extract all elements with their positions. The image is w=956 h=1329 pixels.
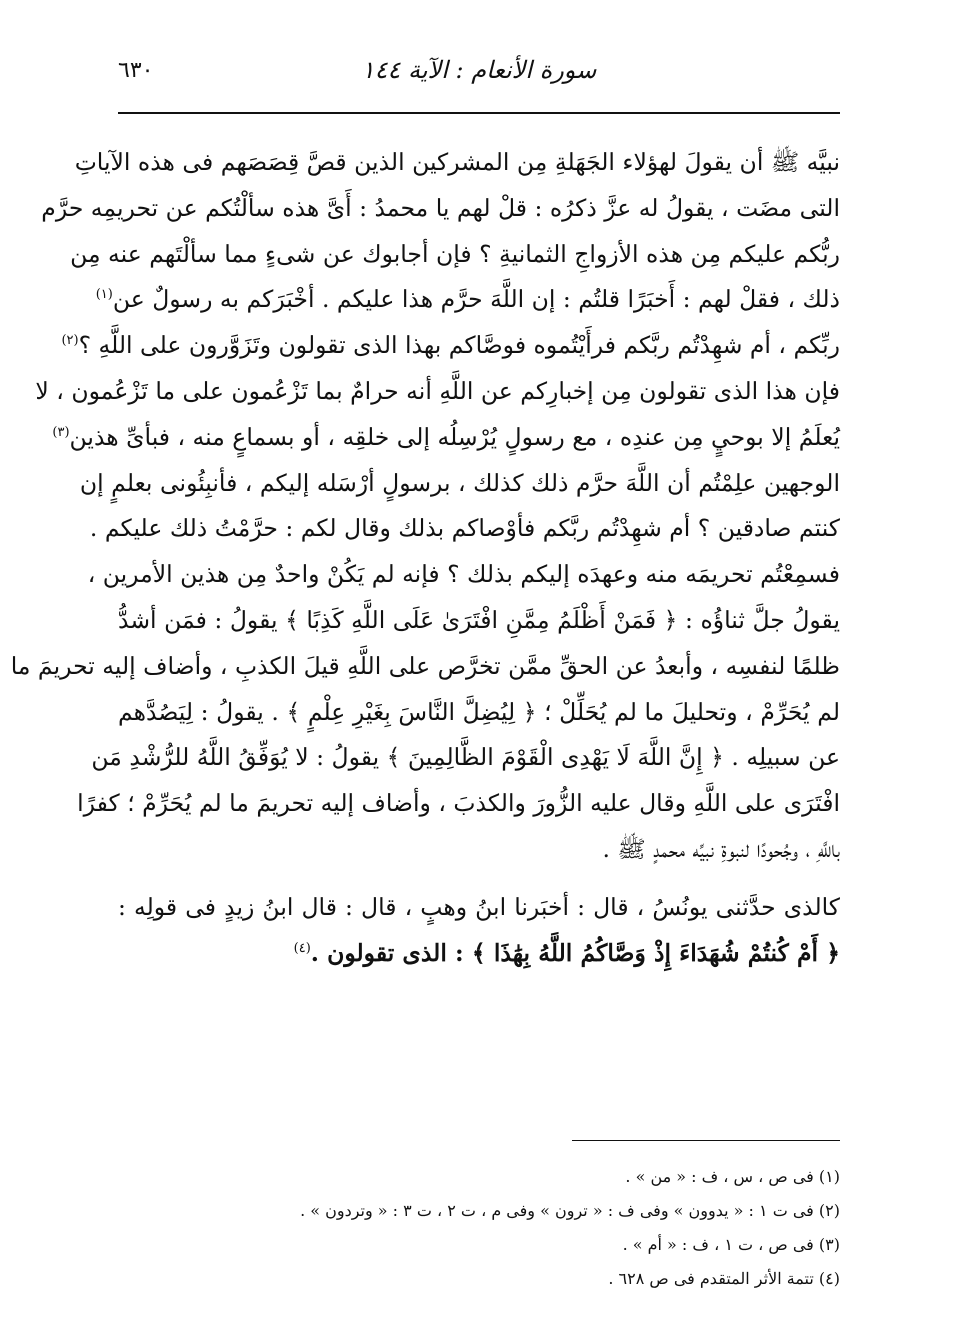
text-line: لم يُحَرِّمْ ، وتحليلَ ما لم يُحَلِّلْ ؛ ﴿ لِيُضِلَّ النَّاسَ بِغَيْرِ عِلْمٍ ﴾ . يقولُ : لِيَصُدَّهم (118, 697, 840, 726)
text-line: الوجهين علِمْتُم أن اللَّهَ حرَّم ذلك كذلك ، برسولٍ أرْسَله إليكم ، فأنبِئُونى بعلمٍ إن (79, 468, 840, 497)
text-line: باللَّهِ ، وجُحودًا لنبوةِ نبيِّه محمدٍ ﷺ . (602, 834, 840, 863)
footnote-4: (٤) تتمة الأثر المتقدم فى ص ٦٢٨ . (608, 1269, 840, 1288)
footnote-3: (٣) فى ص ، ت ١ ، ف : « أم » . (622, 1235, 840, 1254)
text-line: ذلك ، فقلْ لهم : أَخبَرًا قلتُم : إن اللَّهَ حرَّم هذا عليكم . أخْبَرَكم به رسولٌ عن (112, 285, 840, 314)
page-number: ٦٣٠ (118, 58, 154, 83)
quran-verse-line: ﴿ أَمْ كُنتُمْ شُهَدَاءَ إِذْ وَصَّاكُمُ اللَّهُ بِهَٰذَا ﴾ : الذى تقولون . (310, 938, 840, 967)
footnote-divider (572, 1140, 840, 1141)
header-divider (118, 112, 840, 114)
paragraph-gap (118, 873, 840, 885)
footnote-marker-1: (١) (95, 287, 113, 303)
page-header (118, 52, 840, 92)
text-line: يقولُ جلَّ ثناؤُه : ﴿ فَمَنْ أَظْلَمُ مِمَّنِ افْتَرَىٰ عَلَى اللَّهِ كَذِبًا ﴾ يقولُ : فمَن أشدُّ (118, 605, 840, 634)
text-line: يُعلَمُ إلا بوحيٍ مِن عندِه ، مع رسولٍ يُرْسِلُه إلى خلقِه ، أو بسماعٍ منه ، فبأىِّ هذين (69, 422, 840, 451)
text-line: ظلمًا لنفسِه ، وأبعدُ عن الحقِّ ممَّن تخرَّص على اللَّهِ قيلَ الكذبِ ، وأضاف إليه تحريمَ ما (10, 651, 840, 680)
text-line: فسمِعْتُم تحريمَه منه وعهدَه إليكم بذلك ؟ فإنه لم يَكُنْ واحدٌ مِن هذين الأمرين ، (87, 560, 840, 589)
text-line: نبيَّه ﷺ أن يقولَ لهؤلاء الجَهَلةِ مِن المشركين الذين قصَّ قِصَصَهم فى هذه الآياتِ (74, 148, 840, 176)
footnote-marker-4: (٤) (293, 940, 311, 956)
footnote-1: (١) فى ص ، س ، ف : « من » . (625, 1167, 840, 1186)
text-line: فإن هذا الذى تقولون مِن إخبارِكم عن اللَّهِ أنه حرامٌ بما تَزْعُمون على ما تَزْعُمون ، لا (35, 376, 840, 405)
text-line: عن سبيلِه . ﴿ إِنَّ اللَّهَ لَا يَهْدِى الْقَوْمَ الظَّالِمِينَ ﴾ يقولُ : لا يُوَفِّقُ اللَّهُ للرُّشْدِ مَن (91, 743, 840, 772)
running-title: سورة الأنعام : الآية ١٤٤ (361, 56, 597, 84)
main-text (10, 140, 840, 976)
text-line: ربِّكم ، أم شهِدْتُم ربَّكم فرأَيْتُموه فوصَّاكم بهذا الذى تقولون وتَزَوَّرون على اللَّهِ ؟ (78, 331, 840, 360)
text-line-with-marker (95, 277, 840, 323)
footnote-marker-3: (٣) (52, 424, 70, 440)
footnote-marker-2: (٢) (61, 333, 79, 349)
text-line: افْتَرَى على اللَّهِ وقال عليه الزُّورَ والكذبَ ، وأضاف إليه تحريمَ ما لم يُحَرِّمْ ؛ كفرًا (77, 789, 840, 818)
text-line-with-marker (61, 323, 840, 369)
text-line-with-marker (118, 931, 840, 977)
text-line: ربُّكم عليكم مِن هذه الأزواجِ الثمانيةِ ؟ فإن أجابوك عن شىءٍ مما سألْتَهم عنه مِن (70, 239, 840, 268)
text-line: التى مضَت ، يقولُ له عزَّ ذكرُه : قلْ لهم يا محمدُ : أَىَّ هذه سألْتُكم عن تحريمِه حرَّم (41, 193, 840, 222)
text-line: كالذى حدَّثنى يونُسُ ، قال : أخبَرنا ابنُ وهبٍ ، قال : قال ابنُ زيدٍ فى قولِه : (118, 892, 840, 921)
footnote-2: (٢) فى ت ١ : « يدوون » وفى ف : « ترون » وفى م ، ت ٢ ، ت ٣ : « وتردون » . (300, 1201, 840, 1220)
text-line: كنتم صادقين ؟ أم شهِدْتُم ربَّكم فأوْصاكم بذلك وقال لكم : حرَّمْتُ ذلك عليكم . (89, 514, 840, 543)
footnotes (118, 1160, 840, 1296)
text-line-with-marker (52, 415, 840, 461)
